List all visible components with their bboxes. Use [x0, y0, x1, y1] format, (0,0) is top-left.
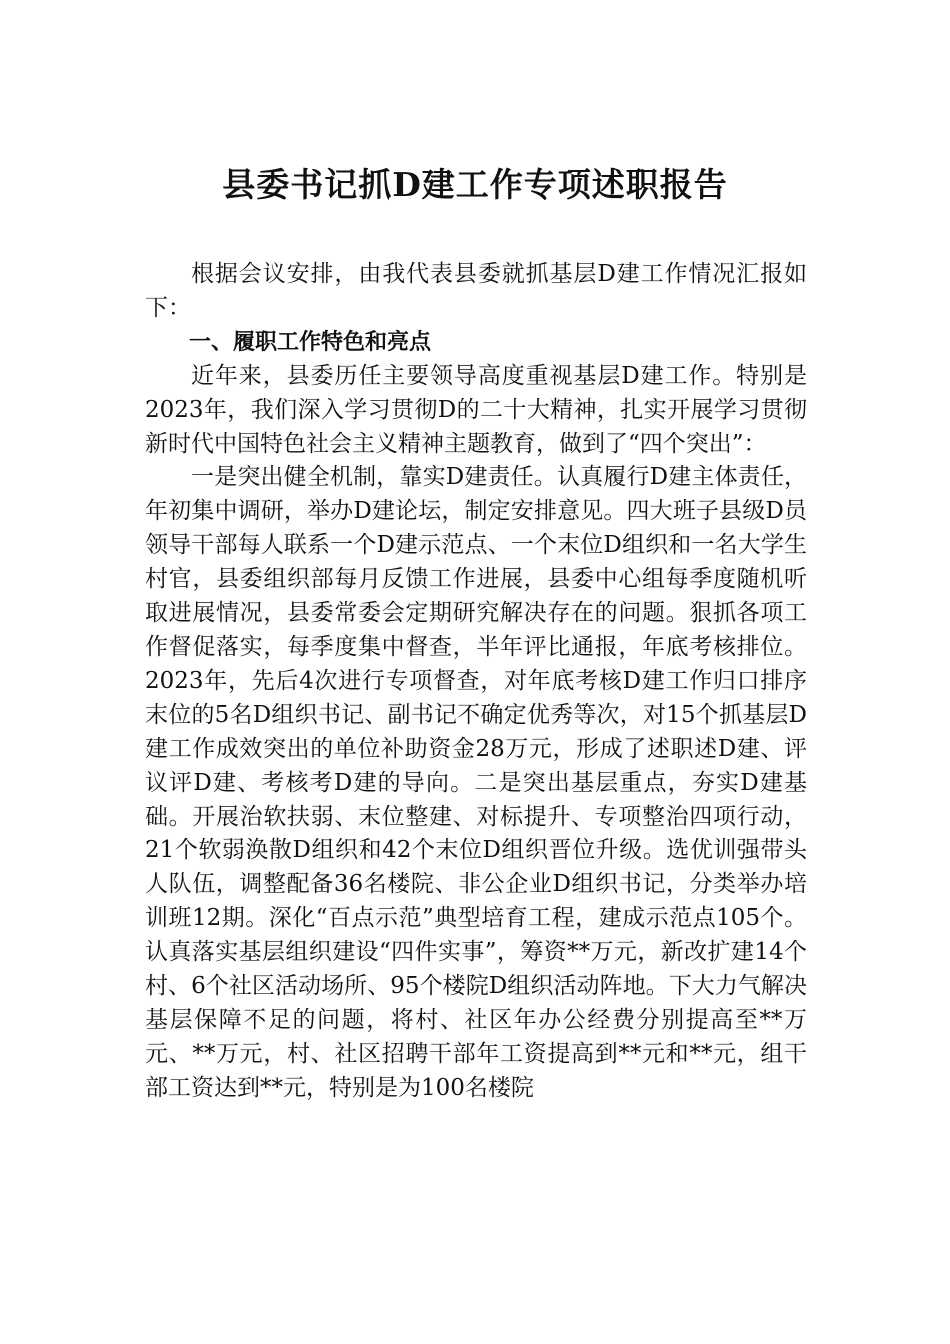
document-title: 县委书记抓D建工作专项述职报告 — [222, 165, 728, 204]
intro-paragraph: 根据会议安排，由我代表县委就抓基层D建工作情况汇报如下： — [145, 261, 807, 321]
body-paragraph-1: 近年来，县委历任主要领导高度重视基层D建工作。特别是2023年，我们深入学习贯彻D的二十大精神，扎实开展学习贯彻新时代中国特色社会主义精神主题教育，做到了“四个突出”： — [145, 362, 807, 457]
section-heading: 一、履职工作特色和亮点 — [189, 329, 432, 355]
body-paragraph-2: 一是突出健全机制，靠实D建责任。认真履行D建主体责任，年初集中调研，举办D建论坛，制定安排意见。四大班子县级D员领导干部每人联系一个D建示范点、一个末位D组织和一名大学生村官，县委组织部每月反馈工作进展，县委中心组每季度随机听取进展情况，县委常委会定期研究解决存在的问题。狠抓各项工作督促落实，每季度集中督查，半年评比通报，年底考核排位。2023年，先后4次进行专项督查，对年底考核D建工作归口排序末位的5名D组织书记、副书记不确定优秀等次，对15个抓基层D建工作成效突出的单位补助资金28万元，形成了述职述D建、评议评D建、考核考D建的导向。二是突出基层重点，夯实D建基础。开展治软扶弱、末位整建、对标提升、专项整治四项行动，21个软弱涣散D组织和42个末位D组织晋位升级。选优训强带头人队伍，调整配备36名楼院、非公企业D组织书记，分类举办培训班12期。深化“百点示范”典型培育工程，建成示范点105个。认真落实基层组织建设“四件实事”，筹资**万元，新改扩建14个村、6个社区活动场所、95个楼院D组织活动阵地。下大力气解决基层保障不足的问题，将村、社区年办公经费分别提高至**万元、**万元，村、社区招聘干部年工资提高到**元和**元，组干部工资达到**元，特别是为100名楼院 — [145, 464, 807, 1101]
document-body — [145, 258, 807, 1106]
